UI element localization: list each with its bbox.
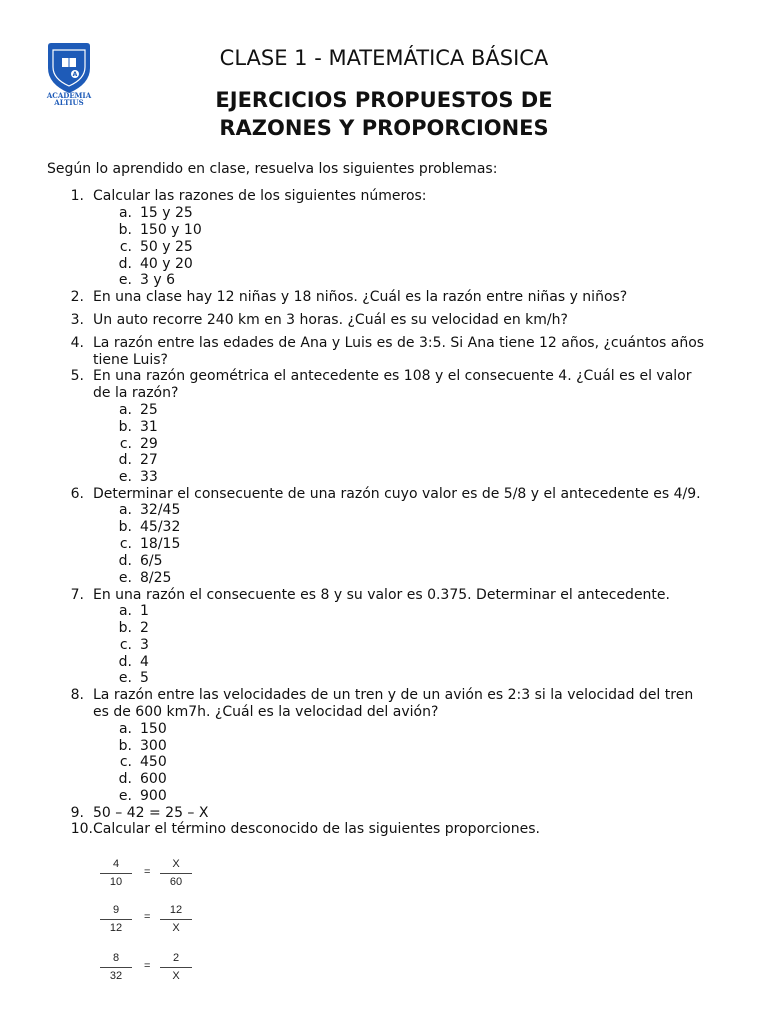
- option-letter: d.: [118, 256, 132, 272]
- logo-text-line1: ACADEMIA: [46, 91, 92, 100]
- option-letter: d.: [118, 553, 132, 569]
- question-text: En una razón geométrica el antecedente es 108 y el consecuente 4. ¿Cuál es el valor: [93, 368, 692, 384]
- option-text: 15 y 25: [140, 205, 193, 221]
- option-text: 31: [140, 419, 158, 435]
- option-text: 1: [140, 603, 149, 619]
- option-text: 25: [140, 402, 158, 418]
- option-letter: a.: [118, 402, 132, 418]
- option-text: 5: [140, 670, 149, 686]
- option-letter: a.: [118, 502, 132, 518]
- option-text: 150 y 10: [140, 222, 202, 238]
- option-letter: e.: [118, 272, 132, 288]
- option-letter: b.: [118, 738, 132, 754]
- option-letter: c.: [119, 239, 132, 255]
- option-letter: b.: [118, 519, 132, 535]
- question-number: 1.: [70, 188, 84, 204]
- option-text: 29: [140, 436, 158, 452]
- option-letter: d.: [118, 452, 132, 468]
- question-text: Determinar el consecuente de una razón cuyo valor es de 5/8 y el antecedente es 4/9.: [93, 486, 701, 502]
- option-letter: c.: [119, 754, 132, 770]
- fraction-bar: [100, 919, 132, 920]
- denominator: 12: [109, 922, 123, 934]
- equals-sign: =: [144, 911, 151, 923]
- option-text: 32/45: [140, 502, 181, 518]
- question-text: Un auto recorre 240 km en 3 horas. ¿Cuál es su velocidad en km/h?: [93, 312, 568, 328]
- option-letter: a.: [118, 205, 132, 221]
- option-text: 150: [140, 721, 167, 737]
- fraction-bar: [100, 967, 132, 968]
- question-number: 9.: [70, 805, 84, 821]
- equals-sign: =: [144, 960, 151, 972]
- numerator: 4: [112, 858, 120, 870]
- option-letter: b.: [118, 620, 132, 636]
- subtitle-line2: RAZONES Y PROPORCIONES: [219, 116, 549, 140]
- denominator: X: [172, 970, 180, 982]
- option-letter: e.: [118, 788, 132, 804]
- option-text: 600: [140, 771, 167, 787]
- option-text: 6/5: [140, 553, 163, 569]
- question-text: Calcular las razones de los siguientes números:: [93, 188, 427, 204]
- question-number: 3.: [70, 312, 84, 328]
- page-title: CLASE 1 - MATEMÁTICA BÁSICA: [219, 46, 549, 70]
- question-number: 10.: [70, 821, 93, 837]
- fraction-bar: [160, 967, 192, 968]
- option-text: 3: [140, 637, 149, 653]
- denominator: 10: [109, 876, 123, 888]
- option-text: 8/25: [140, 570, 172, 586]
- option-letter: a.: [118, 721, 132, 737]
- question-number: 2.: [70, 289, 84, 305]
- question-text: es de 600 km7h. ¿Cuál es la velocidad del avión?: [93, 704, 439, 720]
- question-text: Calcular el término desconocido de las siguientes proporciones.: [93, 821, 540, 837]
- option-letter: e.: [118, 469, 132, 485]
- option-text: 45/32: [140, 519, 181, 535]
- question-number: 7.: [70, 587, 84, 603]
- fraction-bar: [100, 873, 132, 874]
- denominator: X: [172, 922, 180, 934]
- option-text: 4: [140, 654, 149, 670]
- fraction-bar: [160, 873, 192, 874]
- question-text: 50 – 42 = 25 – X: [93, 805, 209, 821]
- page-subtitle: [0, 86, 768, 142]
- option-letter: d.: [118, 771, 132, 787]
- instructions-text: Según lo aprendido en clase, resuelva los siguientes problemas:: [47, 161, 498, 177]
- option-letter: e.: [118, 570, 132, 586]
- svg-text:A: A: [72, 71, 78, 78]
- numerator: 12: [169, 904, 183, 916]
- option-text: 900: [140, 788, 167, 804]
- option-text: 33: [140, 469, 158, 485]
- question-text: de la razón?: [93, 385, 179, 401]
- option-letter: a.: [118, 603, 132, 619]
- option-text: 50 y 25: [140, 239, 193, 255]
- option-letter: b.: [118, 222, 132, 238]
- question-text: tiene Luis?: [93, 352, 168, 368]
- option-letter: e.: [118, 670, 132, 686]
- option-text: 27: [140, 452, 158, 468]
- subtitle-line1: EJERCICIOS PROPUESTOS DE: [215, 88, 553, 112]
- denominator: 60: [169, 876, 183, 888]
- question-number: 6.: [70, 486, 84, 502]
- question-number: 8.: [70, 687, 84, 703]
- equals-sign: =: [144, 866, 151, 878]
- question-number: 4.: [70, 335, 84, 351]
- numerator: 9: [112, 904, 120, 916]
- option-text: 40 y 20: [140, 256, 193, 272]
- option-text: 450: [140, 754, 167, 770]
- option-letter: c.: [119, 637, 132, 653]
- option-text: 300: [140, 738, 167, 754]
- question-text: La razón entre las velocidades de un tren y de un avión es 2:3 si la velocidad del tren: [93, 687, 694, 703]
- question-text: La razón entre las edades de Ana y Luis es de 3:5. Si Ana tiene 12 años, ¿cuántos años: [93, 335, 705, 351]
- numerator: 8: [112, 952, 120, 964]
- question-text: En una razón el consecuente es 8 y su valor es 0.375. Determinar el antecedente.: [93, 587, 670, 603]
- denominator: 32: [109, 970, 123, 982]
- option-text: 3 y 6: [140, 272, 175, 288]
- option-letter: c.: [119, 436, 132, 452]
- option-text: 2: [140, 620, 149, 636]
- logo-text-line2: ALTIUS: [54, 98, 84, 107]
- option-letter: b.: [118, 419, 132, 435]
- option-letter: d.: [118, 654, 132, 670]
- option-text: 18/15: [140, 536, 181, 552]
- fraction-bar: [160, 919, 192, 920]
- question-number: 5.: [70, 368, 84, 384]
- option-letter: c.: [119, 536, 132, 552]
- numerator: X: [172, 858, 180, 870]
- numerator: 2: [172, 952, 180, 964]
- question-text: En una clase hay 12 niñas y 18 niños. ¿Cuál es la razón entre niñas y niños?: [93, 289, 628, 305]
